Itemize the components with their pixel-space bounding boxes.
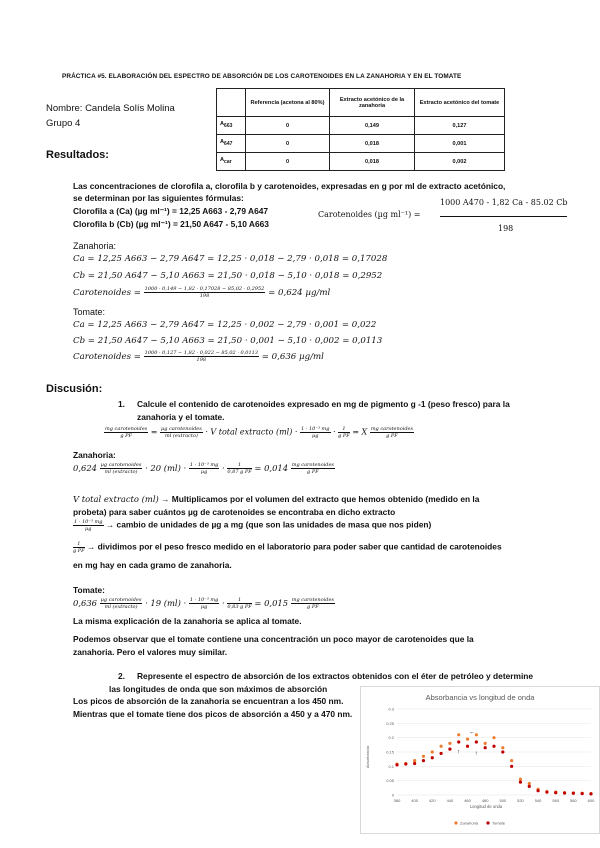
- fraction-numerator: mg carotenoides: [291, 597, 334, 603]
- data-point-tomate: [404, 762, 407, 765]
- x-tick-labels: [394, 798, 595, 803]
- table-cell: 0: [246, 117, 330, 135]
- data-point-tomate: [519, 781, 522, 784]
- zanahoria-calc-label: Zanahoria:: [73, 450, 116, 460]
- fraction-denominator: µg: [200, 469, 208, 475]
- data-point-zanahoria: [439, 745, 442, 748]
- zanahoria-cb: Cb = 21,50 A647 − 5,10 A663 = 21,50 · 0,018 − 5,10 · 0,018 = 0,2952: [73, 271, 383, 281]
- data-point-tomate: [536, 789, 539, 792]
- table-row: [217, 117, 505, 135]
- data-point-zanahoria: [519, 778, 522, 781]
- data-point-zanahoria: [501, 746, 504, 749]
- y-tick-label: 0: [391, 792, 394, 798]
- volume-explanation-2: probeta) para saber cuántos µg de carotenoides se encontraba en dicho extracto: [73, 507, 396, 517]
- fraction-numerator: 1 · 10⁻³ mg: [189, 597, 219, 603]
- fraction-numerator: mg carotenoides: [370, 426, 414, 432]
- fraction-denominator: 198: [196, 357, 207, 363]
- x-tick-label: 520: [517, 798, 524, 803]
- zanahoria-carotenoids: [73, 286, 330, 299]
- table-cell: 0,002: [415, 153, 505, 171]
- legend-label: Zanahoria: [460, 820, 479, 826]
- x-tick-label: 420: [428, 798, 436, 803]
- table-cell: 0,018: [330, 153, 415, 171]
- fraction-numerator: 1: [227, 462, 251, 469]
- annotation-arrow: ←: [469, 729, 476, 736]
- tomate-carotenoids: [73, 350, 324, 363]
- fraction-numerator: 1: [338, 426, 350, 433]
- results-heading: Resultados:: [46, 149, 109, 161]
- y-tick-label: 0.2: [388, 735, 394, 741]
- fraction: [189, 597, 220, 610]
- data-point-tomate: [528, 785, 531, 788]
- chlorophyll-a-formula: Clorofila a (Ca) (µg ml⁻¹) = 12,25 A663 - 2,79 A647: [73, 206, 269, 216]
- fraction: [189, 462, 220, 475]
- zanahoria-calc: 0,624 µg carotenoides ml (extracto) · 20 (ml) · 1 · 10⁻³ mg µg · $\frac{1}{\text{0,87 g PF}}$ = 0,014 mg carotenoides g PF: [73, 462, 334, 475]
- table-header-cell: Referencia (acetona al 80%): [246, 89, 330, 117]
- equation-text: = X: [352, 427, 368, 437]
- peak-tomate: Mientras que el tomate tiene dos picos de absorción a 450 y a 470 nm.: [73, 709, 353, 719]
- data-point-tomate: [439, 752, 442, 755]
- fraction-numerator: 1 · 10⁻³ mg: [301, 426, 330, 432]
- volume-explanation-text: → Multiplicamos por el volumen del extracto que hemos obtenido (medido en la: [161, 494, 480, 504]
- equation-text: = 0,015: [254, 598, 289, 608]
- fraction-numerator: mg carotenoides: [105, 426, 148, 432]
- table-header-row: [217, 89, 505, 117]
- data-point-tomate: [589, 792, 592, 795]
- fraction: [100, 462, 143, 475]
- x-tick-label: 380: [393, 798, 401, 803]
- table-cell: 0: [246, 153, 330, 171]
- equation-prefix: Carotenoides =: [73, 352, 141, 362]
- y-tick-label: 0.25: [386, 720, 394, 726]
- fraction: [144, 350, 259, 363]
- question-1-line-2: zanahoria y el tomate.: [137, 412, 225, 422]
- data-point-tomate: [422, 759, 425, 762]
- x-tick-label: 500: [499, 798, 507, 803]
- table-header-cell: Extracto acetónico del tomate: [415, 89, 505, 117]
- data-point-tomate: [484, 746, 487, 749]
- fraction-denominator: µg: [312, 433, 319, 439]
- volume-explanation-1: [73, 494, 479, 504]
- fraction-numerator: mg carotenoides: [291, 462, 334, 468]
- carotenoid-formula-denominator: 198: [498, 224, 514, 233]
- data-point-tomate: [510, 765, 513, 768]
- chart-annotations: [457, 729, 478, 757]
- data-point-tomate: [581, 792, 584, 795]
- fraction-numerator: 1: [227, 597, 251, 604]
- y-tick-label: 0.15: [386, 749, 394, 755]
- y-tick-label: 0.05: [386, 778, 394, 784]
- fraction: [338, 426, 350, 439]
- data-point-zanahoria: [413, 759, 416, 762]
- fraction-numerator: µg carotenoides: [100, 462, 142, 468]
- fraction: [73, 519, 104, 532]
- data-point-tomate: [413, 762, 416, 765]
- fraction: [144, 286, 266, 299]
- fraction: [370, 426, 414, 439]
- equation-text: 0,636: [73, 598, 97, 608]
- absorbance-table: [216, 88, 505, 171]
- table-cell: 0,127: [415, 117, 505, 135]
- data-point-tomate: [431, 756, 434, 759]
- fraction-denominator: 0,83 g PF: [227, 604, 252, 610]
- data-point-tomate: [545, 791, 548, 794]
- fraction-denominator: g PF: [307, 469, 319, 475]
- data-point-tomate: [563, 791, 566, 794]
- fraction: [291, 462, 335, 475]
- zanahoria-ca: Ca = 12,25 A663 − 2,79 A647 = 12,25 · 0,018 − 2,79 · 0,018 = 0,17028: [73, 254, 388, 264]
- x-tick-label: 480: [481, 798, 489, 803]
- table-cell: 0: [246, 135, 330, 153]
- data-point-zanahoria: [431, 750, 434, 753]
- fraction-denominator: g PF: [307, 604, 319, 610]
- fraction: [100, 597, 143, 610]
- student-name: Nombre: Candela Solís Molina: [46, 103, 175, 114]
- equation-result: = 0,636 µg/ml: [261, 352, 324, 362]
- tomate-calc-label: Tomate:: [73, 585, 105, 595]
- x-tick-label: 440: [446, 798, 454, 803]
- table-cell: 0,001: [415, 135, 505, 153]
- data-point-zanahoria: [510, 759, 513, 762]
- general-equation: mg carotenoides g PF = µg carotenoides ml (extracto) · V total extracto (ml) · 1 · 10⁻³ mg µg · $\frac{1}{\text{g PF}}$ = X mg carotenoides g PF: [105, 426, 414, 439]
- data-point-zanahoria: [422, 755, 425, 758]
- fraction: [227, 597, 251, 610]
- data-point-tomate: [501, 750, 504, 753]
- fraction-numerator: 1 · 10⁻³ mg: [74, 519, 103, 525]
- y-axis-label: Absorbancia: [365, 745, 370, 769]
- question-2-line-1: Represente el espectro de absorción de los extractos obtenidos con el éter de petróleo y determine: [137, 671, 534, 681]
- data-point-tomate: [554, 791, 557, 794]
- observation-1: Podemos observar que el tomate contiene una concentración un poco mayor de carotenoides que la: [73, 634, 474, 644]
- table-row: [217, 135, 505, 153]
- peak-zanahoria: Los picos de absorción de la zanahoria se encuentran a los 450 nm.: [73, 696, 344, 706]
- equation-text: · 19 (ml) ·: [145, 598, 187, 608]
- fraction: [160, 426, 203, 439]
- data-point-tomate: [475, 740, 478, 743]
- x-tick-label: 460: [464, 798, 471, 803]
- row-label: $A_{663}$: [217, 117, 246, 135]
- equation-text: = 0,014: [254, 463, 289, 473]
- chart-title: Absorbancia vs longitud de onda: [425, 693, 535, 702]
- pf-explanation-text: → dividimos por el peso fresco medido en el laboratorio para poder saber que cantidad de carotenoides: [86, 541, 502, 552]
- annotation-arrow: ↑: [474, 750, 478, 757]
- data-point-tomate: [457, 740, 460, 743]
- data-point-zanahoria: [466, 738, 469, 741]
- fraction-denominator: 0,87 g PF: [227, 469, 252, 475]
- chart-points: [395, 733, 592, 795]
- intro-line-1: Las concentraciones de clorofila a, clorofila b y carotenoides, expresadas en g por ml de extracto acetónico,: [73, 181, 506, 191]
- tomate-note: La misma explicación de la zanahoria se aplica al tomate.: [73, 616, 302, 626]
- group-label: Grupo 4: [46, 118, 81, 129]
- fraction-numerator: 1000 · 0,149 − 1,82 · 0,17028 − 85,02 · 0,2952: [144, 286, 265, 292]
- carotenoid-formula-numerator: 1000 A470 - 1,82 Ca - 85.02 Cb: [440, 198, 567, 217]
- unit-explanation: [73, 519, 431, 532]
- data-point-tomate: [492, 745, 495, 748]
- fraction-denominator: g PF: [386, 433, 398, 439]
- data-point-tomate: [572, 792, 575, 795]
- equation-text: · 20 (ml) ·: [145, 463, 187, 473]
- fraction-numerator: 1000 · 0,127 − 1,82 · 0,022 − 85,02 · 0,0113: [144, 350, 258, 356]
- fraction-denominator: 198: [199, 293, 210, 299]
- table-row: [217, 153, 505, 171]
- fraction-denominator: µg: [200, 604, 208, 610]
- question-2-line-2: las longitudes de onda que son máximos de absorción: [109, 684, 328, 694]
- data-point-tomate: [395, 763, 398, 766]
- absorbance-chart-svg: [361, 687, 599, 833]
- equation-text: 0,624: [73, 463, 97, 473]
- data-point-tomate: [448, 748, 451, 751]
- fraction: [73, 541, 85, 554]
- fraction-denominator: g PF: [338, 433, 350, 439]
- fraction-numerator: µg carotenoides: [100, 597, 142, 603]
- zanahoria-label: Zanahoria:: [73, 241, 117, 251]
- chart-legend: [454, 821, 505, 826]
- table-corner: [217, 89, 246, 117]
- table-cell: 0,018: [330, 135, 415, 153]
- practice-title: PRÁCTICA #5. ELABORACIÓN DEL ESPECTRO DE ABSORCIÓN DE LOS CAROTENOIDES EN LA ZANAHORIA Y EN EL TOMATE: [62, 73, 462, 80]
- row-label: $A_{647}$: [217, 135, 246, 153]
- data-point-tomate: [466, 745, 469, 748]
- tomate-cb: Cb = 21,50 A647 − 5,10 A663 = 21,50 · 0,001 − 5,10 · 0,002 = 0,0113: [73, 336, 383, 346]
- fraction-denominator: ml (extracto): [165, 433, 198, 439]
- y-tick-labels: [386, 707, 395, 798]
- question-2-number: 2.: [118, 671, 125, 681]
- x-tick-label: 600: [587, 798, 595, 803]
- equation-prefix: Carotenoides =: [73, 288, 141, 298]
- annotation-arrow: ↑: [456, 749, 460, 756]
- tomate-calc: 0,636 µg carotenoides ml (extracto) · 19 (ml) · 1 · 10⁻³ mg µg · $\frac{1}{\text{0,83 g PF}}$ = 0,015 mg carotenoides g PF: [73, 597, 334, 610]
- unit-explanation-text: → cambio de unidades de µg a mg (que son las unidades de masa que nos piden): [105, 519, 432, 530]
- data-point-zanahoria: [448, 742, 451, 745]
- y-tick-label: 0.3: [388, 706, 394, 712]
- x-tick-label: 400: [411, 798, 418, 803]
- tomate-ca: Ca = 12,25 A663 − 2,79 A647 = 12,25 · 0,002 − 2,79 · 0,001 = 0,022: [73, 320, 377, 330]
- fraction-numerator: 1: [73, 541, 85, 548]
- legend-marker: [454, 821, 457, 824]
- fraction-denominator: ml (extracto): [104, 604, 138, 610]
- table-header-cell: Extracto acetónico de la zanahoria: [330, 89, 415, 117]
- pf-explanation-2: en mg hay en cada gramo de zanahoria.: [73, 560, 232, 570]
- discussion-heading: Discusión:: [46, 383, 103, 395]
- volume-symbol: V total extracto (ml): [73, 494, 159, 504]
- fraction: [227, 462, 251, 475]
- fraction-denominator: g PF: [73, 548, 85, 554]
- chlorophyll-b-formula: Clorofila b (Cb) (µg ml⁻¹) = 21,50 A647 - 5,10 A663: [73, 219, 269, 229]
- data-point-zanahoria: [457, 733, 460, 736]
- data-point-zanahoria: [492, 736, 495, 739]
- x-tick-label: 580: [570, 798, 577, 803]
- fraction: [300, 426, 331, 439]
- fraction-numerator: 1 · 10⁻³ mg: [189, 462, 219, 468]
- equation-result: = 0,624 µg/ml: [268, 288, 331, 298]
- pf-explanation-1: [73, 541, 502, 554]
- table-cell: 0,149: [330, 117, 415, 135]
- equation-text: · V total extracto (ml) ·: [205, 427, 298, 437]
- absorbance-chart: [360, 686, 600, 834]
- x-tick-label: 540: [534, 798, 542, 803]
- legend-marker: [486, 821, 489, 824]
- x-axis-label: Longitud de onda: [469, 804, 503, 809]
- question-1-line-1: Calcule el contenido de carotenoides expresado en mg de pigmento g -1 (peso fresco) para la: [137, 399, 510, 409]
- intro-line-2: se determinan por las siguientes fórmulas:: [73, 193, 244, 203]
- legend-label: Tomate: [492, 820, 506, 826]
- observation-2: zanahoria. Pero el valores muy similar.: [73, 647, 228, 657]
- row-label: $A_{car}$: [217, 153, 246, 171]
- chart-grid: [397, 709, 591, 795]
- carotenoid-formula-label: Carotenoides (µg ml⁻¹) =: [318, 210, 421, 219]
- fraction-denominator: ml (extracto): [104, 469, 138, 475]
- fraction: [104, 426, 148, 439]
- data-point-zanahoria: [484, 742, 487, 745]
- fraction-denominator: µg: [85, 526, 92, 532]
- x-tick-label: 560: [552, 798, 560, 803]
- y-tick-label: 0.1: [388, 763, 394, 769]
- fraction-numerator: µg carotenoides: [161, 426, 202, 432]
- question-1-number: 1.: [118, 399, 125, 409]
- tomate-label: Tomate:: [73, 307, 106, 317]
- fraction: [291, 597, 335, 610]
- data-point-zanahoria: [528, 782, 531, 785]
- fraction-denominator: g PF: [120, 433, 132, 439]
